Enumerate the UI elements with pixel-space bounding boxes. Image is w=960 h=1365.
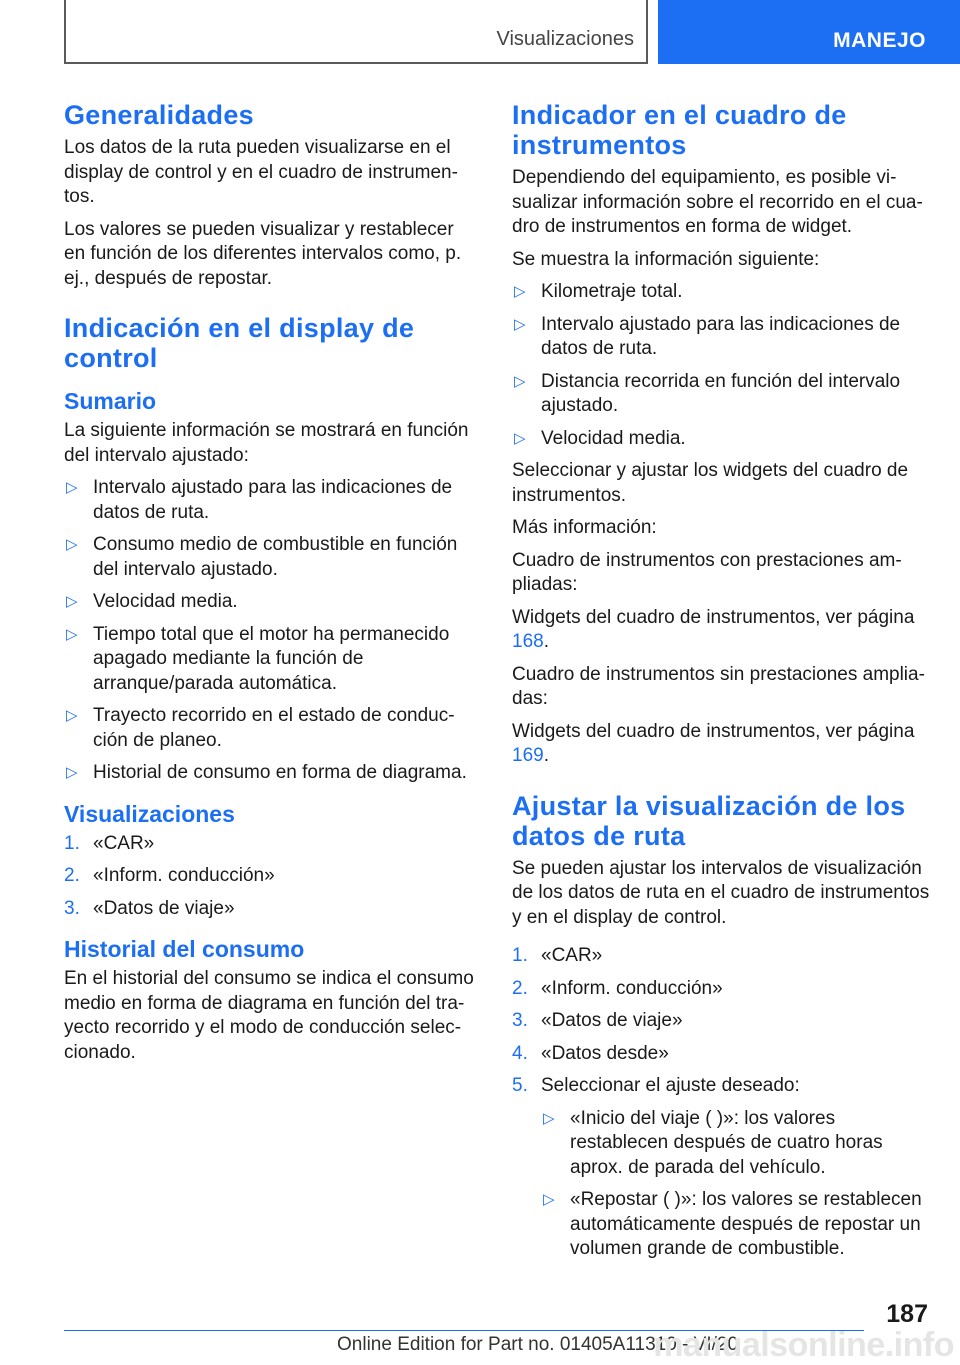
watermark-logo: manualsonline.info <box>653 1326 954 1364</box>
triangle-bullet-icon: ▷ <box>66 764 78 781</box>
heading-sumario: Sumario <box>64 388 157 414</box>
triangle-bullet-icon: ▷ <box>66 625 78 643</box>
triangle-bullet-icon: ▷ <box>66 707 78 724</box>
step-item: 3. «Datos de viaje» <box>512 1010 683 1031</box>
ajuste-options-list <box>541 1107 930 1262</box>
left-column <box>64 100 478 1073</box>
list-item: ▷ «Repostar ( )»: los valores se restablecen automáticamente después de repostar un volumen grande de combustible. <box>543 1189 922 1259</box>
list-item: ▷ Velocidad media. <box>64 590 478 615</box>
header-section-box <box>64 0 648 64</box>
footer-edition: Online Edition for Part no. 01405A11310 - VI/20 <box>337 1334 739 1355</box>
paragraph: Cuadro de instrumentos sin prestaciones ampliadas: <box>512 663 925 709</box>
list-item: ▷ Distancia recorrida en función del intervalo ajustado. <box>514 370 901 416</box>
page-link-169[interactable]: 169 <box>512 745 544 766</box>
header-section-title: Visualizaciones <box>496 28 634 50</box>
list-item: ▷ Velocidad media. <box>512 427 930 452</box>
header-chapter-label: MANEJO <box>833 29 926 52</box>
paragraph: Widgets del cuadro de instrumentos, ver página 168. <box>512 606 915 652</box>
page-number: 187 <box>886 1300 928 1328</box>
ajustar-steps <box>512 944 930 1262</box>
visualizaciones-steps <box>64 832 478 922</box>
list-item: ▷ «Inicio del viaje ( )»: los valores restablecen después de cuatro horas aprox. de parada del vehículo. <box>543 1107 883 1178</box>
paragraph: Dependiendo del equipamiento, es posible visualizar información sobre el recorrido en el cuadro de instrumentos en forma de widget. <box>512 167 923 237</box>
step-item: 1. «CAR» <box>512 945 603 966</box>
triangle-bullet-icon: ▷ <box>66 593 78 610</box>
list-item: ▷ Historial de consumo en forma de diagrama. <box>64 761 478 786</box>
header-chapter-tab[interactable] <box>658 0 960 64</box>
list-item: ▷ Tiempo total que el motor ha permanecido apagado mediante la función de arranque/parada automática. <box>66 623 450 694</box>
list-item: ▷ Kilometraje total. <box>512 280 930 305</box>
list-item: ▷ Trayecto recorrido en el estado de conducción de planeo. <box>66 705 455 751</box>
paragraph: Más información: <box>512 517 657 538</box>
paragraph: Cuadro de instrumentos con prestaciones ampliadas: <box>512 549 902 595</box>
step-item: 1. «CAR» <box>64 832 155 854</box>
triangle-bullet-icon: ▷ <box>514 429 526 447</box>
step-item: 4. «Datos desde» <box>512 1042 669 1064</box>
paragraph: Widgets del cuadro de instrumentos, ver página 169. <box>512 720 915 766</box>
heading-visualizaciones: Visualizaciones <box>64 800 235 827</box>
step-item: 3. «Datos de viaje» <box>64 897 235 919</box>
triangle-bullet-icon: ▷ <box>543 1109 555 1127</box>
right-column <box>512 100 930 1270</box>
paragraph: La siguiente información se mostrará en función del intervalo ajustado: <box>64 420 469 466</box>
paragraph: Se pueden ajustar los intervalos de visualización de los datos de ruta en el cuadro de instrumentos y en el display de control. <box>512 857 930 928</box>
paragraph: Los valores se pueden visualizar y restablecer en función de los diferentes intervalos como, p. ej., después de repostar. <box>64 218 462 289</box>
heading-ajustar-visualizacion: Ajustar la visualización de los datos de ruta <box>512 790 906 851</box>
triangle-bullet-icon: ▷ <box>514 372 526 390</box>
paragraph: Se muestra la información siguiente: <box>512 248 820 270</box>
list-item: ▷ Intervalo ajustado para las indicaciones de datos de ruta. <box>514 313 901 359</box>
info-list <box>512 280 930 451</box>
heading-indicador-cuadro: Indicador en el cuadro de instrumentos <box>512 100 847 160</box>
step-item: 5. Seleccionar el ajuste deseado: ▷ «Inicio del viaje ( )»: los valores restablecen después de cuatro horas aprox. de parada del vehículo. ▷ «Repostar ( )»: los valores se restablecen automáticamente después de repostar un volumen grande de combustible. <box>512 1074 930 1262</box>
paragraph: Seleccionar y ajustar los widgets del cuadro de instrumentos. <box>512 460 909 506</box>
paragraph: En el historial del consumo se indica el consumo medio en forma de diagrama en función del trayecto recorrido y el modo de conducción seleccionado. <box>64 968 474 1063</box>
step-item: 2. «Inform. conducción» <box>64 865 275 886</box>
heading-historial-consumo: Historial del consumo <box>64 936 305 962</box>
triangle-bullet-icon: ▷ <box>543 1191 555 1208</box>
step-item: 2. «Inform. conducción» <box>512 977 723 999</box>
triangle-bullet-icon: ▷ <box>514 315 526 333</box>
list-item: ▷ Intervalo ajustado para las indicaciones de datos de ruta. <box>66 477 453 523</box>
heading-generalidades: Generalidades <box>64 100 254 130</box>
list-item: ▷ Consumo medio de combustible en función del intervalo ajustado. <box>66 534 458 580</box>
paragraph: Los datos de la ruta pueden visualizarse en el display de control y en el cuadro de instrumentos. <box>64 137 458 207</box>
sumario-list <box>64 476 478 786</box>
heading-indicacion-display: Indicación en el display de control <box>64 313 415 373</box>
triangle-bullet-icon: ▷ <box>514 283 526 300</box>
triangle-bullet-icon: ▷ <box>66 479 78 496</box>
page-link-168[interactable]: 168 <box>512 631 544 652</box>
triangle-bullet-icon: ▷ <box>66 536 78 553</box>
